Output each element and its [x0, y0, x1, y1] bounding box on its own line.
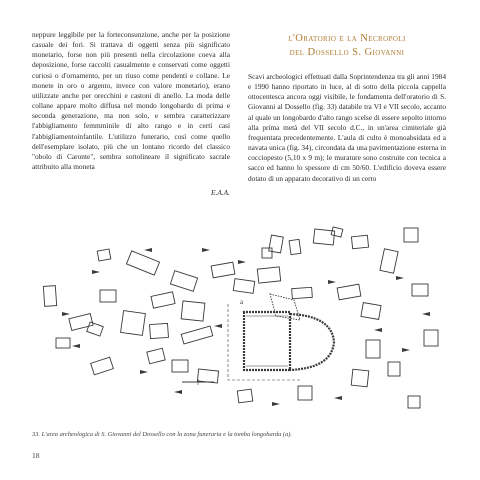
section-title-line-1: l'Oratorio e la Necropoli	[288, 33, 406, 44]
right-paragraph: Scavi archeologici effettuati dalla Soprintendenza tra gli anni 1984 e 1990 hanno riportato in luce, al di sotto della piccola cappella ottocentesca ancora oggi visibile, le fondamenta dell'oratorio di S. Giovanni al Dossello (fig. 33) databile tra VI e VII secolo, accanto al quale un longobardo d'alto rango scelse di essere sepolto intorno alla prima metà del VII secolo d.C., in un'area cimiteriale già frequentata precedentemente. L'aula di culto è monoabsidata ed a navata unica (fig. 34), circondata da una pavimentazione esterna in cocciopesto (5,10 x 9 m); le murature sono costruite con tecnica a sacco ed hanno lo spessore di cm 50/60. L'edificio doveva essere dotato di un apparato decorativo di un certo	[248, 72, 446, 183]
archaeological-site-plan	[32, 220, 448, 416]
figure-caption: 33. L'area archeologica di S. Giovanni del Dossello con la zona funeraria e la tomba longobarda (a).	[32, 431, 292, 438]
tomb-label-a: a	[240, 298, 244, 306]
site-plan-drawing	[32, 220, 448, 416]
section-title	[248, 32, 446, 60]
author-signature: E.A.A.	[211, 188, 230, 197]
left-paragraph: neppure leggibile per la forteconsunzione, anche per la posizione casuale dei fori. Si trattava di oggetti senza più significato monetario, forse non più presenti nella circolazione coeva alla deposizione, forse raccolti casualmente e conservati come oggetti curiosi o d'ornamento, per un riuso come pendenti e collane. Le monete in oro o argento, invece con valore monetario), erano utilizzate anche per orecchini e castoni di anello. La moda delle collane appare molto diffusa nel mondo longobardo di prima e seconda generazione, ma non solo, e sembra caratterizzare l'abbigliamento femmminile di alto rango e in certi casi l'abbigliamentoinfantile. L'utilizzo funerario, così come quello dell'esemplare isolato, più che un lontano ricordo del classico "obolo di Caronte", sembra sottolineare il significato sacrale attribuito alla moneta	[32, 30, 230, 172]
section-title-line-2: del Dossello S. Giovanni	[289, 47, 405, 58]
left-column	[32, 30, 230, 172]
page-number: 18	[32, 451, 40, 460]
right-column	[248, 72, 446, 184]
